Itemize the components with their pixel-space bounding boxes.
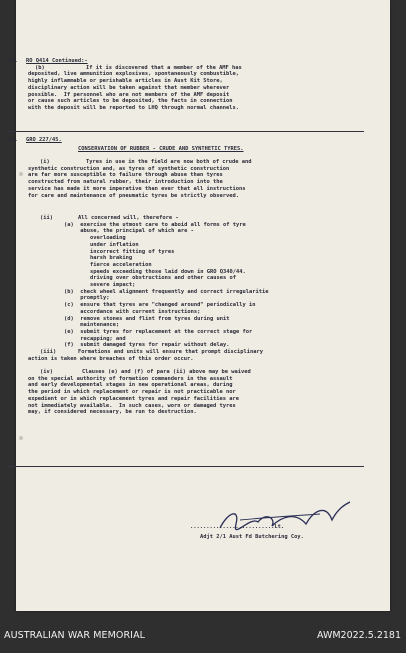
- body-line: action is taken where breaches of this order occur.: [28, 355, 194, 362]
- archive-footer: [0, 617, 406, 653]
- paragraph-number: 56.: [8, 137, 18, 143]
- body-line: with the deposit will be reported to LHQ through normal channels.: [28, 104, 239, 111]
- body-line: Formations and units will ensure that prompt disciplinary: [78, 349, 263, 355]
- signature-line: ..........................Lt.: [190, 524, 285, 530]
- body-line: and early developmental stages in new operational areas, during: [28, 382, 233, 389]
- list-line: (f) submit damaged tyres for repair without delay.: [64, 342, 230, 349]
- body-line: the period in which replacement or repair is not practicable nor: [28, 389, 236, 396]
- clause-label: (i): [40, 159, 50, 165]
- clause-label: (iii): [40, 349, 57, 355]
- list-line: harsh braking: [64, 255, 133, 262]
- list-line: (b) check wheel alignment frequently and correct irregularitie: [64, 288, 269, 295]
- paragraph-55: [8, 58, 364, 132]
- signatory-title: Adjt 2/1 Aust Fd Butchering Coy.: [200, 534, 304, 540]
- signature-block: [190, 500, 370, 550]
- list-line: accordance with current instructions;: [64, 308, 201, 315]
- body-line: Tyres in use in the field are now both of crude and: [86, 159, 252, 165]
- list-line: severe impact;: [64, 282, 136, 288]
- body-line: on the special authority of formation commanders in the assault: [28, 375, 233, 382]
- list-line: under inflation: [64, 241, 139, 248]
- body-line: synthetic construction and, as tyres of synthetic construction: [28, 165, 230, 172]
- body-line: may, if considered necessary, be run to destruction.: [28, 409, 197, 416]
- list-line: incorrect fitting of tyres: [64, 248, 175, 255]
- body-line: or cause such articles to be deposited, the facts in connection: [28, 98, 233, 105]
- section-divider: [8, 466, 364, 467]
- list-line: recapping; and: [64, 335, 126, 342]
- institution-name: AUSTRALIAN WAR MEMORIAL: [4, 630, 146, 641]
- body-line: highly inflammable or perishable articles in Aust Kit Store,: [28, 78, 223, 85]
- list-line: driving over obstructions and other causes of: [64, 275, 237, 282]
- accession-number: AWM2022.5.2181: [316, 630, 401, 641]
- list-line: speeds exceeding those laid down in GRO Q340/44.: [64, 268, 246, 275]
- body-line: disciplinary action will be taken against that member wherever: [28, 84, 230, 91]
- order-reference: GRO 227/45.: [26, 137, 62, 143]
- clause-label: (iv): [40, 369, 53, 375]
- list-line: maintenance;: [64, 322, 120, 329]
- body-line: are far more susceptible to failure through abuse than tyres: [28, 172, 223, 179]
- clause-label: (ii): [40, 215, 53, 221]
- list-line: fierce acceleration: [64, 261, 152, 268]
- list-line: (e) submit tyres for replacement at the correct stage for: [64, 328, 253, 335]
- body-line: expedient or in which replacement tyres and repair facilities are: [28, 395, 239, 402]
- body-line: service has made it more imperative than ever that all instructions: [28, 185, 246, 192]
- list-line: (c) ensure that tyres are "changed around" periodically in: [64, 302, 256, 309]
- list-line: promptly;: [64, 295, 110, 302]
- body-line: deposited, live ammunition explosives, spontaneously combustible,: [28, 71, 239, 78]
- body-line: possible. If personnel who are not members of the AMF deposit: [28, 91, 230, 98]
- body-line: If it is discovered that a member of the AMF has: [86, 64, 242, 71]
- list-line: abuse, the principal of which are -: [64, 228, 194, 235]
- paragraph-heading: RO Q414 Continued:-: [26, 58, 88, 64]
- sub-label: (b): [35, 64, 45, 71]
- list-line: (a) exercise the utmost care to aboid all forms of tyre: [64, 221, 246, 228]
- paragraph-56: [8, 137, 364, 452]
- paragraph-heading: CONSERVATION OF RUBBER - CRUDE AND SYNTHETIC TYRES.: [78, 146, 244, 152]
- body-line: not immediately available. In such cases, worn or damaged tyres: [28, 402, 236, 409]
- body-line: constructed from natural rubber, their introduction into the: [28, 179, 223, 186]
- body-line: for care and maintenance of pneumatic tyres be strictly observed.: [28, 192, 239, 199]
- body-line: All concerned will, therefore -: [78, 215, 179, 221]
- body-line: Clauses (e) and (f) of para (ii) above may be waived: [82, 369, 251, 375]
- paragraph-number: 55.: [8, 58, 18, 64]
- list-line: overloading: [64, 235, 126, 242]
- section-divider: [8, 131, 364, 132]
- handwritten-signature: [210, 498, 360, 538]
- list-line: (d) remove stones and flint from tyres during unit: [64, 315, 230, 322]
